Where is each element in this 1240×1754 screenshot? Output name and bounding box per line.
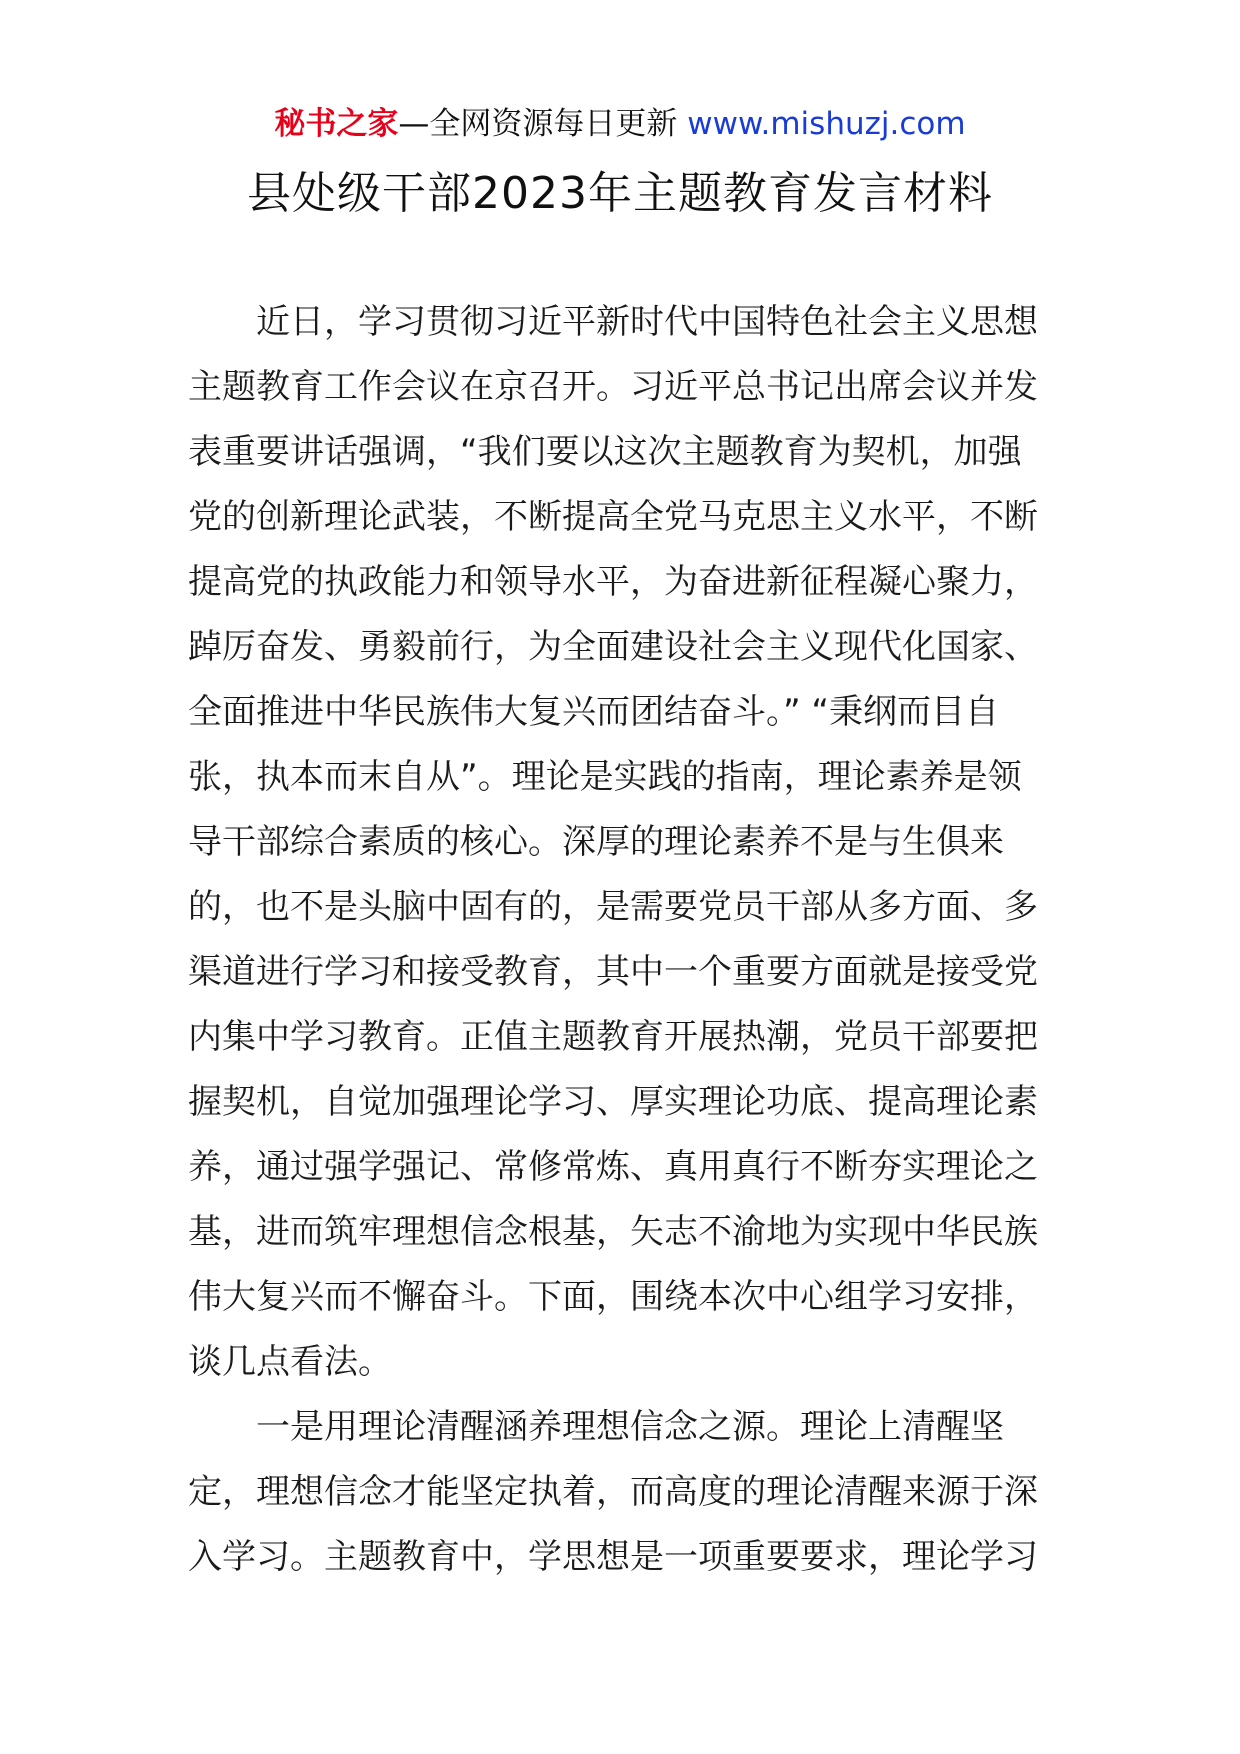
paragraph-line: 一是用理论清醒涵养理想信念之源。理论上清醒坚 [256,1407,1004,1447]
paragraph-line: 张，执本而末自从”。理论是实践的指南，理论素养是领 [188,757,1022,797]
paragraph-line: 渠道进行学习和接受教育，其中一个重要方面就是接受党 [188,952,1038,992]
paragraph-line: 全面推进中华民族伟大复兴而团结奋斗。” “秉纲而目自 [188,692,1000,732]
paragraph-line: 近日，学习贯彻习近平新时代中国特色社会主义思想 [256,302,1038,342]
paragraph-line: 提高党的执政能力和领导水平，为奋进新征程凝心聚力， [188,562,1038,602]
paragraph-line: 基，进而筑牢理想信念根基，矢志不渝地为实现中华民族 [188,1212,1038,1252]
paragraph-line: 表重要讲话强调，“我们要以这次主题教育为契机，加强 [188,432,1022,472]
paragraph-line: 定，理想信念才能坚定执着，而高度的理论清醒来源于深 [188,1472,1038,1512]
header-slogan: —全网资源每日更新 [398,106,688,142]
watermark-header [0,102,1240,146]
paragraph-line: 谈几点看法。 [188,1342,392,1382]
paragraph-line: 伟大复兴而不懈奋斗。下面，围绕本次中心组学习安排， [188,1277,1038,1317]
paragraph-line: 入学习。主题教育中，学思想是一项重要要求，理论学习 [188,1537,1038,1577]
document-body [188,290,1038,1590]
paragraph-line: 的，也不是头脑中固有的，是需要党员干部从多方面、多 [188,887,1038,927]
paragraph-line: 主题教育工作会议在京召开。习近平总书记出席会议并发 [188,367,1038,407]
document-title: 县处级干部2023年主题教育发言材料 [247,168,993,219]
paragraph-line: 握契机，自觉加强理论学习、厚实理论功底、提高理论素 [188,1082,1038,1122]
paragraph-line: 导干部综合素质的核心。深厚的理论素养不是与生俱来 [188,822,1004,862]
paragraph-line: 养，通过强学强记、常修常炼、真用真行不断夯实理论之 [188,1147,1038,1187]
site-url-link[interactable]: www.mishuzj.com [687,106,966,142]
paragraph-line: 踔厉奋发、勇毅前行，为全面建设社会主义现代化国家、 [188,627,1038,667]
paragraph-line: 内集中学习教育。正值主题教育开展热潮，党员干部要把 [188,1017,1038,1057]
paragraph-line: 党的创新理论武装，不断提高全党马克思主义水平，不断 [188,497,1038,537]
brand-name: 秘书之家 [274,106,399,142]
